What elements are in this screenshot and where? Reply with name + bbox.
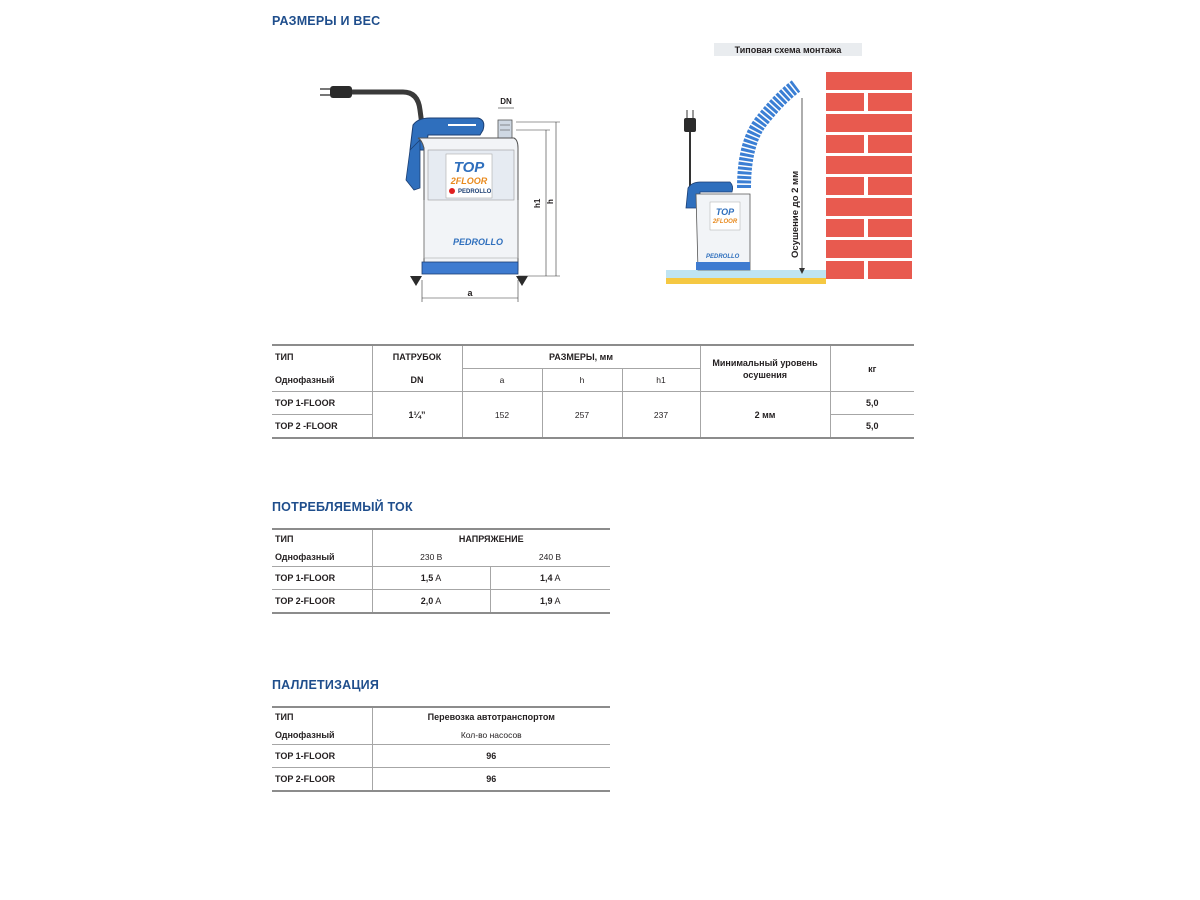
hose — [744, 86, 796, 188]
col-v1: 230 В — [372, 548, 490, 567]
col-port-sub: DN — [372, 369, 462, 392]
col-qty: Кол-во насосов — [372, 726, 610, 745]
kg-row-2: 5,0 — [865, 421, 879, 431]
current-model-2: TOP 2-FLOOR — [275, 596, 336, 606]
current-table — [272, 528, 610, 614]
install-title: Типовая схема монтажа — [734, 45, 842, 55]
dimensions-table — [272, 344, 914, 439]
plug-icon — [684, 118, 696, 132]
dimensions-title: РАЗМЕРЫ И ВЕС — [272, 14, 381, 28]
unit-a: A — [554, 596, 561, 606]
model-row-2: TOP 2 -FLOOR — [275, 421, 338, 431]
col-v2: 240 В — [538, 552, 562, 562]
h1-value: 237 — [622, 392, 700, 439]
pallet-qty-2: 96 — [372, 768, 610, 792]
current-col-type: ТИП — [275, 534, 294, 544]
col-voltage: НАПРЯЖЕНИЕ — [372, 529, 610, 548]
drain-label: Осушение до 2 мм — [790, 170, 801, 258]
col-port: ПАТРУБОК — [372, 345, 462, 369]
dim-h-label: h — [546, 199, 555, 204]
port-value: 1¼” — [372, 392, 462, 439]
small-logo-floor: 2FLOOR — [712, 219, 738, 225]
col-h1: h1 — [622, 369, 700, 392]
min-value: 2 мм — [700, 392, 830, 439]
col-h: h — [542, 369, 622, 392]
unit-a: A — [435, 596, 442, 606]
col-a: a — [462, 369, 542, 392]
current-1-230: 1,5 — [420, 573, 434, 583]
current-col-type-sub: Однофазный — [275, 552, 335, 562]
installation-scheme — [660, 40, 920, 290]
current-2-240: 1,9 — [539, 596, 553, 606]
pallet-model-2: TOP 2-FLOOR — [275, 774, 336, 784]
pallet-table — [272, 706, 610, 792]
pallet-qty-1: 96 — [372, 745, 610, 768]
current-model-1: TOP 1-FLOOR — [275, 573, 336, 583]
logo-floor: 2FLOOR — [450, 176, 488, 186]
pallet-title: ПАЛЛЕТИЗАЦИЯ — [272, 678, 380, 692]
current-2-230: 2,0 — [420, 596, 434, 606]
body-brand: PEDROLLO — [453, 237, 504, 247]
kg-row-1: 5,0 — [865, 398, 879, 408]
current-1-240: 1,4 — [539, 573, 553, 583]
pump-dimension-drawing — [318, 80, 568, 305]
a-value: 152 — [462, 392, 542, 439]
unit-a: A — [435, 573, 442, 583]
dim-dn-label: DN — [500, 97, 512, 106]
col-dims: РАЗМЕРЫ, мм — [549, 352, 613, 362]
col-kg: кг — [868, 363, 877, 374]
col-type: ТИП — [275, 352, 294, 363]
floor — [666, 278, 826, 284]
label-brand: PEDROLLO — [458, 189, 492, 195]
h-value: 257 — [542, 392, 622, 439]
pallet-col-type-sub: Однофазный — [275, 730, 335, 740]
unit-a: A — [554, 573, 561, 583]
col-type-sub: Однофазный — [275, 374, 335, 385]
col-transport: Перевозка автотранспортом — [372, 707, 610, 726]
pallet-model-1: TOP 1-FLOOR — [275, 751, 336, 761]
small-body-brand: PEDROLLO — [706, 254, 740, 260]
current-title: ПОТРЕБЛЯЕМЫЙ ТОК — [272, 500, 413, 514]
col-min: Минимальный уровень осушения — [700, 345, 830, 392]
dim-h1-label: h1 — [533, 198, 542, 208]
logo-top: TOP — [453, 159, 485, 176]
brick-wall — [826, 72, 914, 286]
dim-a-label: a — [467, 288, 473, 298]
pallet-col-type: ТИП — [275, 712, 294, 722]
power-plug-icon — [320, 86, 352, 98]
model-row-1: TOP 1-FLOOR — [275, 398, 336, 408]
small-logo-top: TOP — [715, 207, 735, 217]
